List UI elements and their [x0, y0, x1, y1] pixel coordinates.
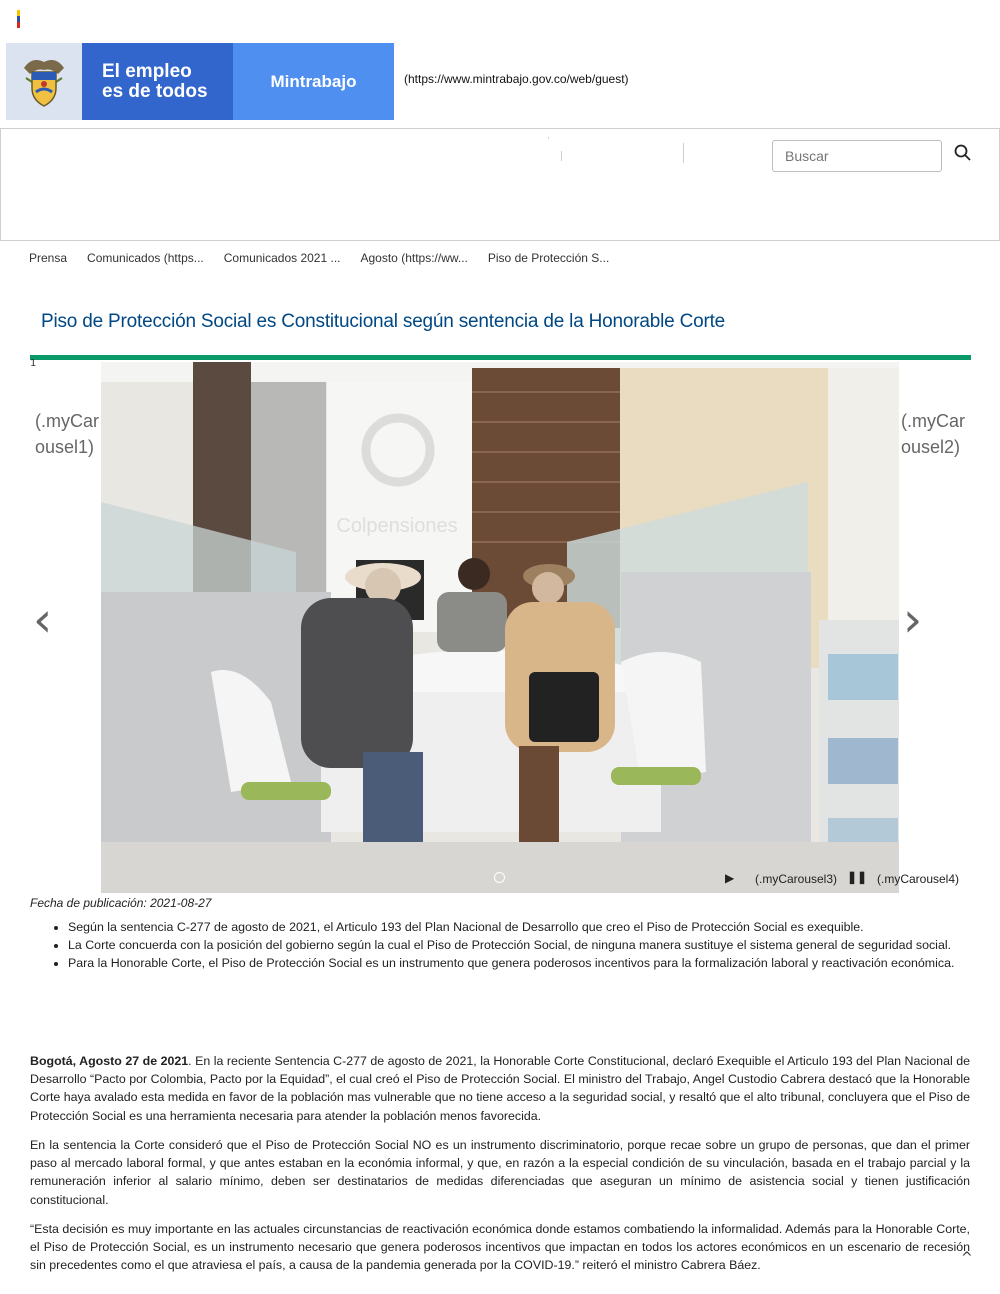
- chevron-up-icon[interactable]: ^: [961, 1250, 973, 1266]
- play-icon[interactable]: ▶: [725, 871, 735, 885]
- slogan-line-2: es de todos: [102, 80, 208, 102]
- slogan: [82, 43, 233, 120]
- search-input[interactable]: [772, 140, 942, 172]
- indicator-dot-icon[interactable]: [494, 872, 505, 883]
- summary-list: [30, 918, 970, 972]
- article-paragraph: En la sentencia la Corte consideró que el Piso de Protección Social NO es un instrumento discriminatorio, porque recae sobre un grupo de personas, que dan el primer paso al mercado laboral formal, y que antes estaban en la económia informal, y que, en razón a la especial condición de su vinculación, basada en el trabajo parcial y la remuneración inferior al salario mínimo, deben ser destinatarios de medidas diferenciadas que aseguran un mínimo de asistencia social y tienen justificación constitucional.: [30, 1138, 970, 1207]
- article-paragraph: [30, 1052, 970, 1125]
- carousel-next-label[interactable]: (.myCar ousel2): [901, 411, 965, 457]
- article-paragraph: “Esta decisión es muy importante en las actuales circunstancias de reactivación económica donde estamos combatiendo la informalidad. Además para la Honorable Corte, el Piso de Protección Social, es un instrumento necesario que genera poderosos incentivos que impactan en todos los actores económicos en un escenario de recesión sin precedentes como el que atraviesa el país, a causa de la pandemia generada por la COVID-19.” reiteró el ministro Cabrera Báez.: [30, 1222, 970, 1273]
- home-link[interactable]: (https://www.mintrabajo.gov.co/web/guest): [404, 72, 629, 86]
- brand-logo[interactable]: Mintrabajo: [233, 43, 394, 120]
- play-label[interactable]: (.myCarousel3): [755, 872, 838, 886]
- slide-index: 1: [30, 358, 37, 369]
- slogan-line-1: El empleo: [102, 60, 192, 82]
- summary-item: • Para la Honorable Corte, el Piso de Protección Social es un instrumento que genera poderosos incentivos para la formalización laboral y reactivación económica.: [68, 954, 970, 972]
- carousel-image: [101, 362, 899, 893]
- publication-date: Fecha de publicación: 2021-08-27: [30, 896, 212, 910]
- page-title: Piso de Protección Social es Constitucional según sentencia de la Honorable Corte: [41, 311, 726, 332]
- breadcrumb-item[interactable]: Comunicados (https...: [87, 251, 204, 265]
- dateline: Bogotá, Agosto 27 de 2021: [30, 1054, 189, 1068]
- nav-divider: [683, 143, 684, 163]
- summary-item: • Según la sentencia C-277 de agosto de 2021, el Articulo 193 del Plan Nacional de Desarrollo que creo el Piso de Protección Social es exequible.: [68, 918, 970, 936]
- title-divider: [30, 355, 971, 360]
- carousel-prev-label[interactable]: (.myCar ousel1): [35, 411, 99, 457]
- paragraph-text: . En la reciente Sentencia C-277 de agosto de 2021, la Honorable Corte Constitucional, declaró Exequible el Articulo 193 del Plan Nacional de Desarrollo “Pacto por Colombia, Pacto por la Equidad”, el cual creó el Piso de Protección Social. El ministro del Trabajo, Angel Custodio Cabrera destacó que la Honorable Corte haya avalado esta medida en favor de la población mas vulnerable que no tiene acceso a la seguridad social, y resaltó que el alto tribunal, concluyera que el Piso de Protección Social es una herramienta necesaria para atender la población menos favorecida.: [30, 1054, 971, 1123]
- photo-sign: Colpensiones: [336, 515, 458, 537]
- nav-divider: [561, 151, 562, 161]
- breadcrumb-item[interactable]: Prensa: [29, 251, 68, 265]
- shield-icon: [6, 43, 82, 120]
- flag-icon: [17, 10, 20, 28]
- breadcrumb-item[interactable]: Agosto (https://ww...: [360, 251, 468, 265]
- pause-icon[interactable]: ❚❚: [847, 870, 868, 884]
- breadcrumb-item[interactable]: Piso de Protección S...: [487, 251, 610, 265]
- breadcrumb-item[interactable]: Comunicados 2021 ...: [223, 251, 341, 265]
- search-icon[interactable]: [954, 144, 972, 162]
- chevron-left-icon[interactable]: ‹: [33, 592, 53, 648]
- chevron-right-icon[interactable]: ›: [903, 592, 923, 648]
- breadcrumb: [29, 251, 629, 265]
- pause-label[interactable]: (.myCarousel4): [877, 872, 960, 886]
- gov-banner[interactable]: [6, 43, 394, 120]
- nav-divider: [548, 137, 549, 139]
- summary-item: • La Corte concuerda con la posición del gobierno según la cual el Piso de Protección Social, de ninguna manera sustituye el sistema general de seguridad social.: [68, 936, 970, 954]
